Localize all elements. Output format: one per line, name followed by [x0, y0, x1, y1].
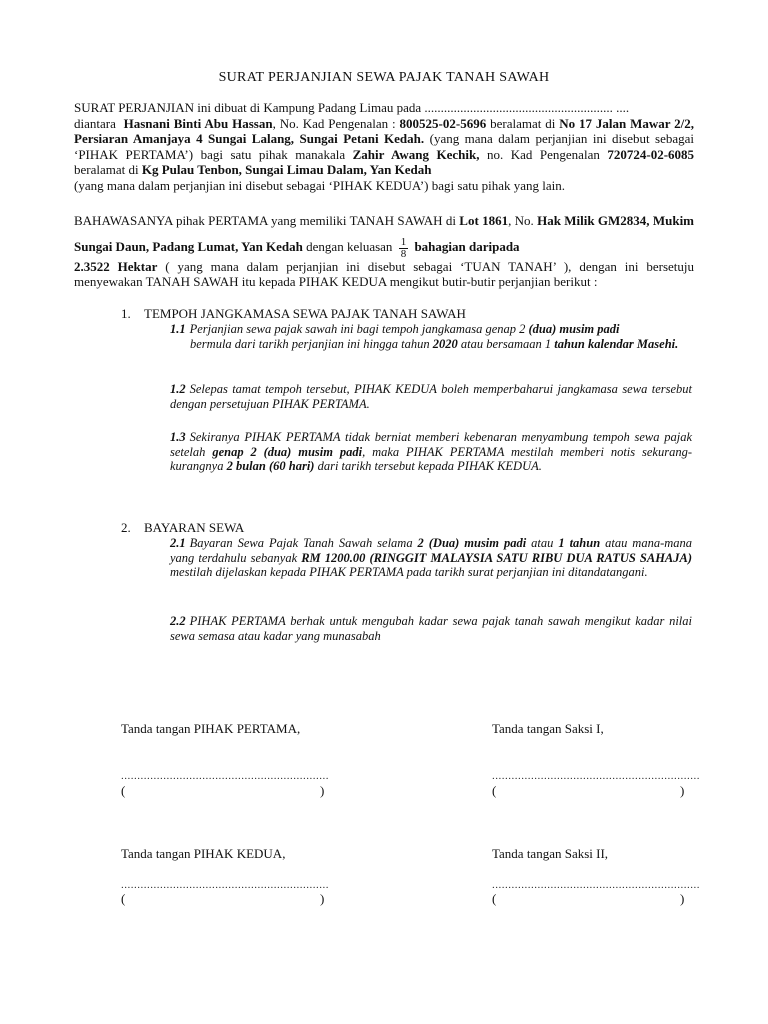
section-2-title: BAYARAN SEWA [144, 520, 245, 535]
whereas-text-d: bahagian daripada [414, 239, 520, 254]
clause-1-3-number: 1.3 [170, 430, 186, 444]
section-1-number: 1. [121, 306, 131, 321]
clause-2-1-amount: RM 1200.00 (RINGGIT MALAYSIA SATU RIBU DUA RATUS SAHAJA) [301, 550, 692, 565]
name-open-paren: ( [492, 783, 497, 798]
clause-1-1-cont [170, 337, 692, 352]
intro-ic-label-2: no. Kad Pengenalan [487, 146, 600, 162]
section-2-number: 2. [121, 520, 131, 535]
name-open-paren: ( [121, 783, 126, 798]
signature-line-first-party: ................................................................ [121, 770, 329, 782]
clause-1-2 [170, 382, 692, 411]
clause-1-2-number: 1.2 [170, 382, 186, 396]
intro-second-party-clause: (yang mana dalam perjanjian ini disebut sebagai ‘PIHAK KEDUA’) bagi satu pihak yang lain. [74, 177, 565, 193]
signature-label-witness-1: Tanda tangan Saksi I, [492, 721, 604, 736]
whereas-paragraph-cont [74, 259, 694, 289]
intro-paragraph [74, 100, 694, 193]
clause-1-3-text-d: 2 bulan (60 hari) [226, 459, 315, 473]
clause-2-1-number: 2.1 [170, 536, 186, 550]
clause-2-1-text-g: mestilah dijelaskan kepada PIHAK PERTAMA pada tarikh surat perjanjian ini ditandatangani. [170, 565, 648, 579]
first-party-name: Hasnani Binti Abu Hassan [123, 115, 273, 131]
clause-1-3 [170, 430, 692, 474]
whereas-text-b: , No. [508, 213, 534, 228]
document-title: SURAT PERJANJIAN SEWA PAJAK TANAH SAWAH [218, 70, 550, 85]
intro-diantara: diantara [74, 115, 116, 131]
signature-line-second-party: ................................................................ [121, 879, 329, 891]
signature-line-witness-2: ................................................................ [492, 879, 700, 891]
land-title: Hak Milik GM2834, Mukim Sungai Daun, Padang Lumat, Yan Kedah [74, 213, 695, 254]
intro-address-label: beralamat di [490, 115, 556, 131]
clause-1-3-text-c: , maka PIHAK PERTAMA mestilah memberi notis sekurang-kurangnya [170, 444, 693, 473]
clause-2-1-text-c: atau [531, 536, 554, 550]
name-open-paren: ( [492, 891, 497, 906]
name-open-paren: ( [121, 891, 126, 906]
intro-ic-label: , No. Kad Pengenalan : [272, 115, 396, 131]
section-1-heading [121, 306, 466, 322]
clause-2-1-text-b: 2 (Dua) musim padi [417, 536, 527, 550]
signature-label-first-party: Tanda tangan PIHAK PERTAMA, [121, 721, 301, 736]
clause-1-1-text-f: tahun kalendar Masehi. [554, 336, 679, 351]
clause-2-1-text-e: atau mana-mana yang terdahulu sebanyak [170, 536, 693, 565]
whereas-paragraph [74, 208, 694, 260]
lot-number: Lot 1861 [459, 213, 509, 228]
clause-2-2-text: PIHAK PERTAMA berhak untuk mengubah kadar sewa pajak tanah sawah mengikut kadar nilai sewa semasa atau kadar yang munasabah [170, 614, 692, 643]
signature-label-second-party: Tanda tangan PIHAK KEDUA, [121, 846, 286, 861]
land-area: 2.3522 Hektar [74, 259, 158, 274]
signature-label-witness-2: Tanda tangan Saksi II, [492, 846, 609, 861]
name-close-paren: ) [680, 891, 685, 906]
whereas-text-a: BAHAWASANYA pihak PERTAMA yang memiliki TANAH SAWAH di [74, 213, 456, 228]
signature-line-witness-1: ................................................................ [492, 770, 700, 782]
second-party-name: Zahir Awang Kechik, [352, 146, 480, 162]
whereas-text-c: dengan keluasan [306, 239, 393, 254]
clause-1-2-text: Selepas tamat tempoh tersebut, PIHAK KEDUA boleh memperbaharui jangkamasa sewa tersebut dengan persetujuan PIHAK PERTAMA. [170, 382, 692, 411]
clause-1-3-text-b: genap 2 (dua) musim padi [212, 444, 363, 459]
fraction-numerator: 1 [400, 235, 407, 248]
clause-2-2-number: 2.2 [170, 614, 186, 628]
intro-line1: SURAT PERJANJIAN ini dibuat di Kampung Padang Limau pada .......................................................... .... [74, 100, 630, 115]
section-2-heading [121, 520, 244, 536]
clause-1-3-text-a: Sekiranya PIHAK PERTAMA tidak berniat memberi kebenaran menyambung tempoh sewa pajak setelah [170, 430, 692, 459]
intro-first-party-clause: (yang mana dalam perjanjian ini disebut sebagai ‘PIHAK PERTAMA’) bagi satu pihak manakala [74, 131, 695, 162]
clause-1-1-text-c: bermula dari tarikh perjanjian ini hingga tahun [190, 336, 430, 351]
clause-2-2 [170, 614, 692, 643]
first-party-ic: 800525-02-5696 [399, 115, 487, 131]
clause-2-1-text-a: Bayaran Sewa Pajak Tanah Sawah selama [189, 536, 413, 550]
second-party-ic: 720724-02-6085 [607, 146, 695, 162]
section-1-title: TEMPOH JANGKAMASA SEWA PAJAK TANAH SAWAH [144, 306, 466, 321]
clause-2-1-text-d: 1 tahun [558, 536, 601, 550]
name-close-paren: ) [320, 783, 325, 798]
name-close-paren: ) [320, 891, 325, 906]
fraction-denominator: 8 [400, 247, 407, 260]
intro-address-label-2: beralamat di [74, 162, 139, 177]
second-party-address: Kg Pulau Tenbon, Sungai Limau Dalam, Yan Kedah [141, 162, 432, 177]
clause-1-1-text-e: atau bersamaan 1 [460, 336, 552, 351]
clause-1-1 [170, 322, 692, 351]
clause-1-1-number: 1.1 [170, 322, 186, 336]
name-close-paren: ) [680, 783, 685, 798]
whereas-text-e: ( yang mana dalam perjanjian ini disebut sebagai ‘TUAN TANAH’ ), dengan ini bersetuju menyewakan TANAH SAWAH itu kepada PIHAK KEDUA mengikut butir-butir perjanjian berikut : [74, 259, 695, 289]
clause-1-3-text-e: dari tarikh tersebut kepada PIHAK KEDUA. [317, 459, 542, 473]
clause-1-1-text-a: Perjanjian sewa pajak sawah ini bagi tempoh jangkamasa genap 2 [189, 322, 526, 336]
first-party-address: No 17 Jalan Mawar 2/2, Persiaran Amanjaya 4 Sungai Lalang, Sungai Petani Kedah. [74, 115, 695, 146]
clause-2-1 [170, 536, 692, 580]
clause-1-1-text-b: (dua) musim padi [528, 322, 620, 336]
clause-1-1-year: 2020 [432, 336, 458, 351]
land-fraction [399, 237, 409, 260]
